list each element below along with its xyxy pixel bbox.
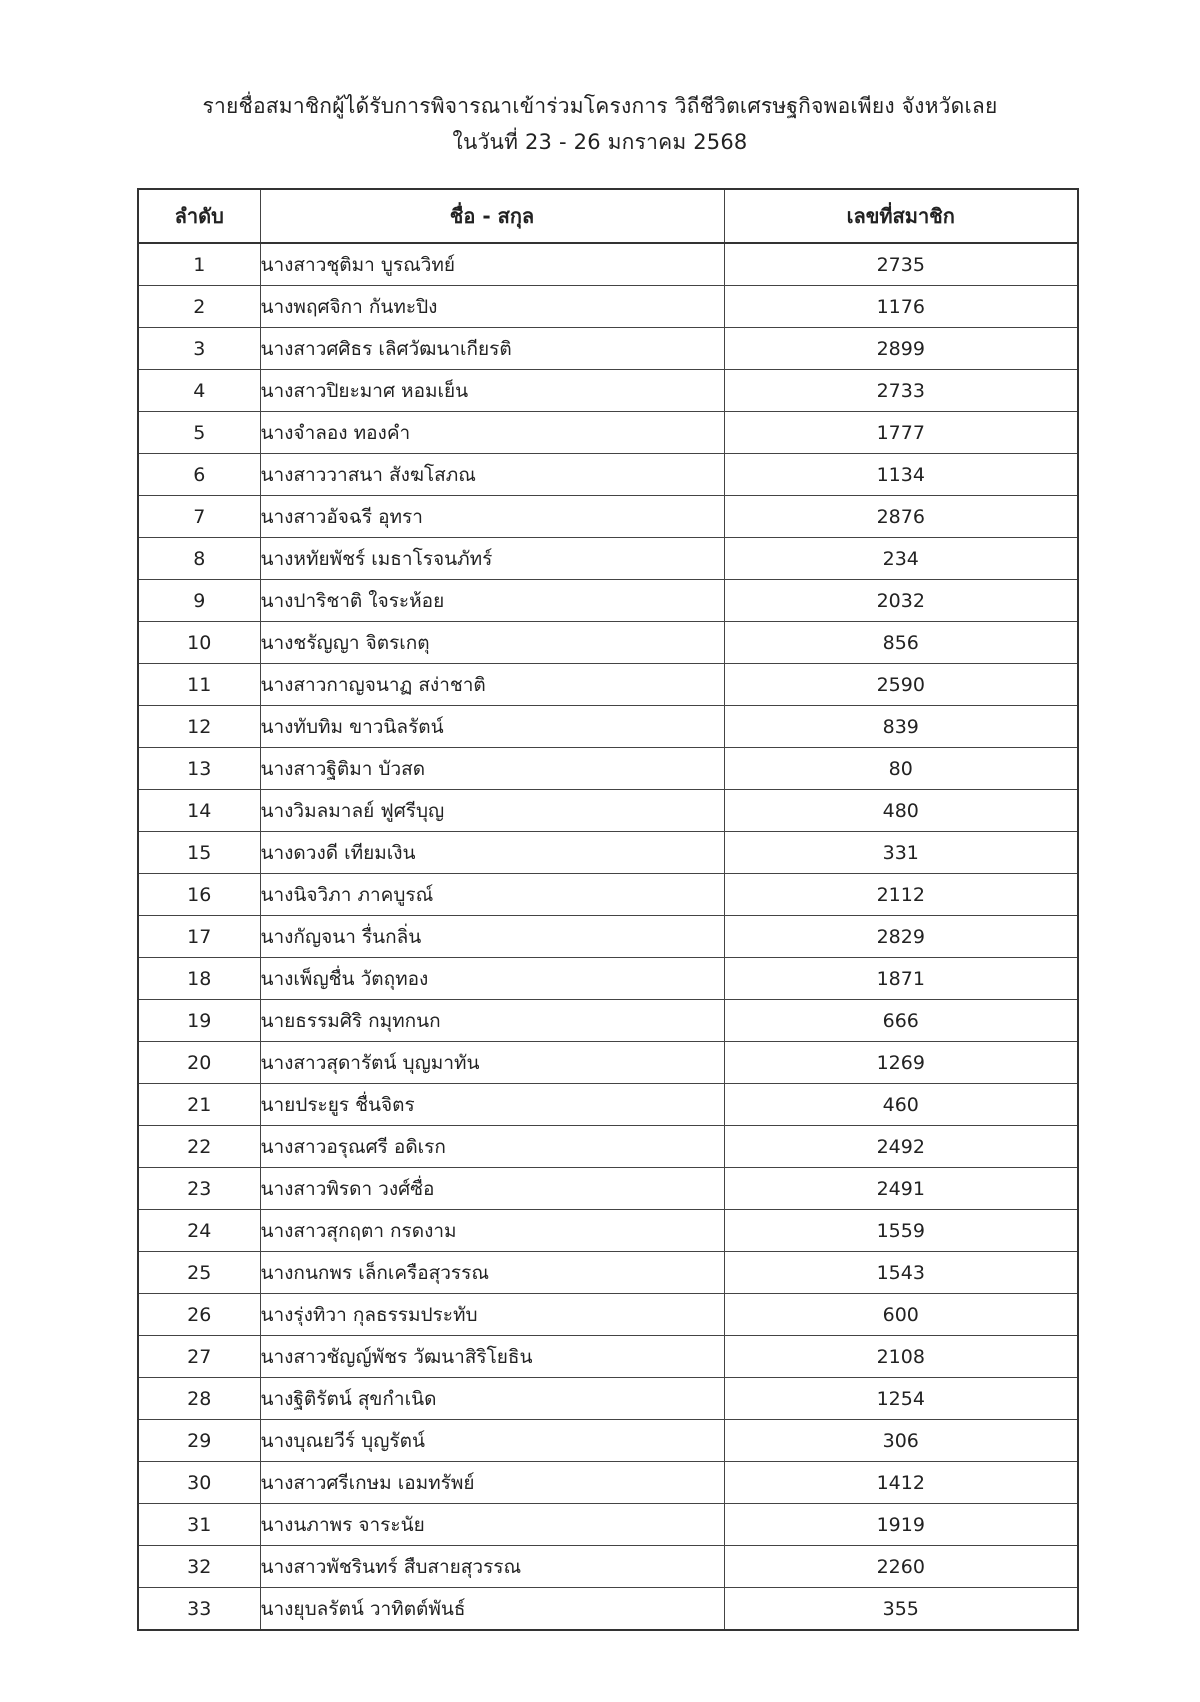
cell-member-no: 2899 bbox=[724, 328, 1078, 370]
cell-member-no: 2112 bbox=[724, 874, 1078, 916]
table-row bbox=[138, 1084, 1078, 1126]
cell-member-no: 600 bbox=[724, 1294, 1078, 1336]
table-row bbox=[138, 370, 1078, 412]
cell-no: 13 bbox=[138, 748, 260, 790]
cell-no: 11 bbox=[138, 664, 260, 706]
cell-no: 4 bbox=[138, 370, 260, 412]
table-row bbox=[138, 1378, 1078, 1420]
cell-name: นางดวงดี เทียมเงิน bbox=[260, 832, 724, 874]
cell-name: นางบุณยวีร์ บุญรัตน์ bbox=[260, 1420, 724, 1462]
table-row bbox=[138, 580, 1078, 622]
cell-name: นางยุบลรัตน์ วาทิตต์พันธ์ bbox=[260, 1588, 724, 1631]
table-row bbox=[138, 874, 1078, 916]
cell-no: 27 bbox=[138, 1336, 260, 1378]
cell-name: นางรุ่งทิวา กุลธรรมประทับ bbox=[260, 1294, 724, 1336]
cell-name: นางสาวชุติมา บูรณวิทย์ bbox=[260, 243, 724, 286]
table-row bbox=[138, 286, 1078, 328]
table-row bbox=[138, 1000, 1078, 1042]
cell-name: นางสาวศศิธร เลิศวัฒนาเกียรติ bbox=[260, 328, 724, 370]
table-row bbox=[138, 496, 1078, 538]
table-row bbox=[138, 538, 1078, 580]
cell-member-no: 1543 bbox=[724, 1252, 1078, 1294]
cell-member-no: 1269 bbox=[724, 1042, 1078, 1084]
cell-member-no: 2733 bbox=[724, 370, 1078, 412]
cell-member-no: 2491 bbox=[724, 1168, 1078, 1210]
cell-no: 29 bbox=[138, 1420, 260, 1462]
cell-name: นางจำลอง ทองคำ bbox=[260, 412, 724, 454]
cell-member-no: 2492 bbox=[724, 1126, 1078, 1168]
cell-member-no: 306 bbox=[724, 1420, 1078, 1462]
table-row bbox=[138, 243, 1078, 286]
cell-no: 33 bbox=[138, 1588, 260, 1631]
cell-no: 24 bbox=[138, 1210, 260, 1252]
cell-no: 2 bbox=[138, 286, 260, 328]
cell-member-no: 2590 bbox=[724, 664, 1078, 706]
cell-no: 1 bbox=[138, 243, 260, 286]
cell-name: นางกัญจนา รื่นกลิ่น bbox=[260, 916, 724, 958]
cell-member-no: 1559 bbox=[724, 1210, 1078, 1252]
table-row bbox=[138, 1294, 1078, 1336]
cell-name: นางวิมลมาลย์ ฟูศรีบุญ bbox=[260, 790, 724, 832]
table-row bbox=[138, 916, 1078, 958]
cell-no: 26 bbox=[138, 1294, 260, 1336]
cell-member-no: 1777 bbox=[724, 412, 1078, 454]
cell-member-no: 355 bbox=[724, 1588, 1078, 1631]
cell-name: นางสาวอัจฉรี อุทรา bbox=[260, 496, 724, 538]
cell-name: นางชรัญญา จิตรเกตุ bbox=[260, 622, 724, 664]
header-name: ชื่อ - สกุล bbox=[260, 189, 724, 243]
cell-name: นางทับทิม ขาวนิลรัตน์ bbox=[260, 706, 724, 748]
table-row bbox=[138, 412, 1078, 454]
cell-name: นางสาวกาญจนาฏ สง่าชาติ bbox=[260, 664, 724, 706]
cell-no: 5 bbox=[138, 412, 260, 454]
cell-member-no: 1919 bbox=[724, 1504, 1078, 1546]
cell-member-no: 2108 bbox=[724, 1336, 1078, 1378]
table-row bbox=[138, 1546, 1078, 1588]
cell-name: นางสาววาสนา สังฆโสภณ bbox=[260, 454, 724, 496]
cell-name: นางนิจวิภา ภาคบูรณ์ bbox=[260, 874, 724, 916]
cell-no: 28 bbox=[138, 1378, 260, 1420]
table-row bbox=[138, 1504, 1078, 1546]
cell-name: นางสาวอรุณศรี อดิเรก bbox=[260, 1126, 724, 1168]
cell-name: นางสาวพิรดา วงศ์ซื่อ bbox=[260, 1168, 724, 1210]
cell-no: 7 bbox=[138, 496, 260, 538]
cell-no: 16 bbox=[138, 874, 260, 916]
cell-name: นายธรรมศิริ กมุทกนก bbox=[260, 1000, 724, 1042]
table-row bbox=[138, 1462, 1078, 1504]
table-row bbox=[138, 1210, 1078, 1252]
cell-no: 25 bbox=[138, 1252, 260, 1294]
cell-no: 18 bbox=[138, 958, 260, 1000]
cell-name: นางนภาพร จาระนัย bbox=[260, 1504, 724, 1546]
cell-name: นางหทัยพัชร์ เมธาโรจนภัทร์ bbox=[260, 538, 724, 580]
table-row bbox=[138, 1588, 1078, 1631]
cell-member-no: 460 bbox=[724, 1084, 1078, 1126]
cell-no: 30 bbox=[138, 1462, 260, 1504]
cell-no: 9 bbox=[138, 580, 260, 622]
cell-name: นางสาวสุกฤตา กรดงาม bbox=[260, 1210, 724, 1252]
cell-name: นางสาวชัญญ์พัชร วัฒนาสิริโยธิน bbox=[260, 1336, 724, 1378]
cell-member-no: 1412 bbox=[724, 1462, 1078, 1504]
cell-no: 32 bbox=[138, 1546, 260, 1588]
table-row bbox=[138, 958, 1078, 1000]
cell-member-no: 666 bbox=[724, 1000, 1078, 1042]
cell-member-no: 1176 bbox=[724, 286, 1078, 328]
cell-member-no: 856 bbox=[724, 622, 1078, 664]
cell-name: นางสาวฐิติมา บัวสด bbox=[260, 748, 724, 790]
cell-no: 12 bbox=[138, 706, 260, 748]
cell-no: 31 bbox=[138, 1504, 260, 1546]
cell-member-no: 1871 bbox=[724, 958, 1078, 1000]
cell-no: 20 bbox=[138, 1042, 260, 1084]
cell-name: นางพฤศจิกา กันทะปิง bbox=[260, 286, 724, 328]
table-row bbox=[138, 1042, 1078, 1084]
cell-name: นางสาวศรีเกษม เอมทรัพย์ bbox=[260, 1462, 724, 1504]
cell-name: นางเพ็ญชื่น วัตถุทอง bbox=[260, 958, 724, 1000]
cell-name: นางปาริชาติ ใจระห้อย bbox=[260, 580, 724, 622]
cell-name: นางสาวสุดารัตน์ บุญมาทัน bbox=[260, 1042, 724, 1084]
table-row bbox=[138, 832, 1078, 874]
cell-member-no: 2260 bbox=[724, 1546, 1078, 1588]
cell-member-no: 2829 bbox=[724, 916, 1078, 958]
cell-member-no: 2032 bbox=[724, 580, 1078, 622]
table-header-row bbox=[138, 189, 1078, 243]
table-row bbox=[138, 1168, 1078, 1210]
table-row bbox=[138, 706, 1078, 748]
cell-member-no: 2876 bbox=[724, 496, 1078, 538]
cell-name: นางกนกพร เล็กเครือสุวรรณ bbox=[260, 1252, 724, 1294]
cell-no: 15 bbox=[138, 832, 260, 874]
table-row bbox=[138, 790, 1078, 832]
cell-member-no: 331 bbox=[724, 832, 1078, 874]
table-row bbox=[138, 622, 1078, 664]
table-row bbox=[138, 748, 1078, 790]
table-row bbox=[138, 454, 1078, 496]
table-row bbox=[138, 328, 1078, 370]
cell-no: 23 bbox=[138, 1168, 260, 1210]
header-member-no: เลขที่สมาชิก bbox=[724, 189, 1078, 243]
cell-no: 22 bbox=[138, 1126, 260, 1168]
cell-member-no: 1254 bbox=[724, 1378, 1078, 1420]
member-table bbox=[137, 188, 1079, 1631]
header-no: ลำดับ bbox=[138, 189, 260, 243]
cell-no: 8 bbox=[138, 538, 260, 580]
cell-no: 10 bbox=[138, 622, 260, 664]
table-row bbox=[138, 1126, 1078, 1168]
cell-member-no: 1134 bbox=[724, 454, 1078, 496]
cell-member-no: 80 bbox=[724, 748, 1078, 790]
cell-no: 21 bbox=[138, 1084, 260, 1126]
cell-name: นางฐิติรัตน์ สุขกำเนิด bbox=[260, 1378, 724, 1420]
cell-no: 6 bbox=[138, 454, 260, 496]
cell-name: นายประยูร ชื่นจิตร bbox=[260, 1084, 724, 1126]
document-date: ในวันที่ 23 - 26 มกราคม 2568 bbox=[452, 130, 748, 154]
cell-no: 14 bbox=[138, 790, 260, 832]
table-row bbox=[138, 1252, 1078, 1294]
cell-no: 3 bbox=[138, 328, 260, 370]
cell-member-no: 480 bbox=[724, 790, 1078, 832]
table-row bbox=[138, 1420, 1078, 1462]
cell-no: 19 bbox=[138, 1000, 260, 1042]
table-row bbox=[138, 1336, 1078, 1378]
document-title: รายชื่อสมาชิกผู้ได้รับการพิจารณาเข้าร่วมโครงการ วิถีชีวิตเศรษฐกิจพอเพียง จังหวัดเลย bbox=[202, 94, 998, 118]
cell-name: นางสาวพัชรินทร์ สืบสายสุวรรณ bbox=[260, 1546, 724, 1588]
cell-no: 17 bbox=[138, 916, 260, 958]
cell-member-no: 234 bbox=[724, 538, 1078, 580]
table-row bbox=[138, 664, 1078, 706]
cell-member-no: 2735 bbox=[724, 243, 1078, 286]
cell-name: นางสาวปิยะมาศ หอมเย็น bbox=[260, 370, 724, 412]
cell-member-no: 839 bbox=[724, 706, 1078, 748]
